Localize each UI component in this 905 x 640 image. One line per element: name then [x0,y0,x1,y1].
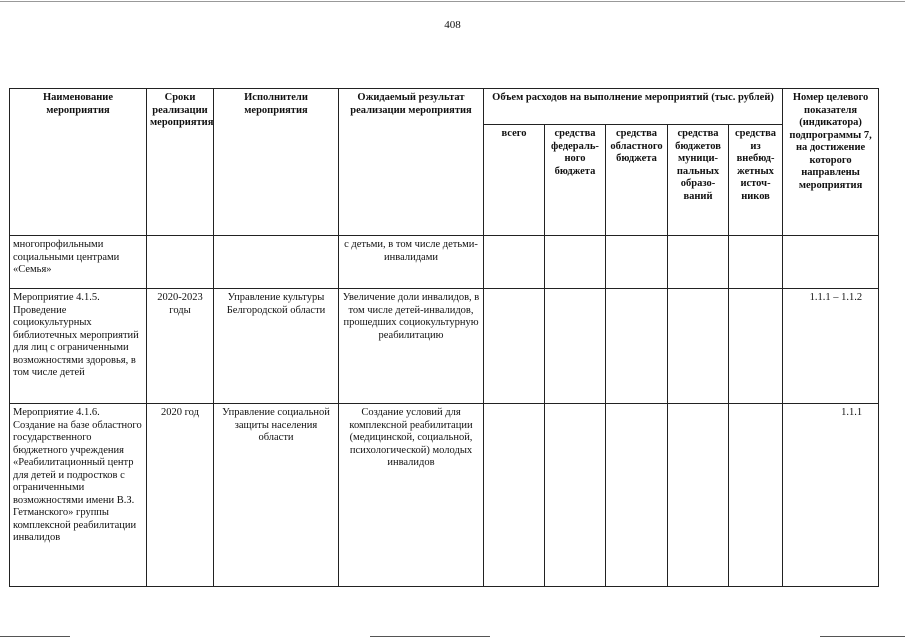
scan-edge-bottom-left [0,636,70,637]
header-executors: Исполнители мероприятия [214,89,339,236]
header-federal: средства федераль-ного бюджета [545,125,606,236]
cell-result: с детьми, в том числе детьми-инвалидами [339,236,484,289]
cell-name: Мероприятие 4.1.6. Создание на базе областного государственного бюджетного учреждения «Реабилитационный центр для детей и подростков с ограниченными возможностями имени В.З. Гетманского» группы комплексной реабилитации инвалидов [10,404,147,587]
header-result: Ожидаемый результат реализации мероприятия [339,89,484,236]
cell-result: Создание условий для комплексной реабилитации (медицинской, социальной, психологической) молодых инвалидов [339,404,484,587]
activities-table-frame [9,88,878,595]
cell-name: многопрофильными социальными центрами «Семья» [10,236,147,289]
cell-executors: Управление социальной защиты населения области [214,404,339,587]
cell-municipal [668,236,729,289]
table-row [10,236,879,289]
header-regional: средства областного бюджета [606,125,668,236]
cell-federal [545,236,606,289]
page-number: 408 [444,19,461,31]
cell-extra [729,236,783,289]
cell-indicator: 1.1.1 [783,404,879,587]
cell-result: Увеличение доли инвалидов, в том числе детей-инвалидов, прошедших социокультурную реабилитацию [339,289,484,404]
header-extra: средства из внебюд-жетных источ-ников [729,125,783,236]
cell-federal [545,289,606,404]
header-municipal: средства бюджетов муници-пальных образо-ваний [668,125,729,236]
scan-edge-top [0,1,905,2]
cell-executors [214,236,339,289]
cell-extra [729,289,783,404]
cell-period [147,236,214,289]
header-total: всего [484,125,545,236]
header-expenses-group: Объем расходов на выполнение мероприятий (тыс. рублей) [484,89,783,125]
header-name: Наименование мероприятия [10,89,147,236]
cell-federal [545,404,606,587]
cell-period: 2020-2023 годы [147,289,214,404]
cell-total [484,289,545,404]
scan-edge-bottom-mid [370,636,490,637]
header-period: Сроки реализации мероприятия [147,89,214,236]
scan-edge-bottom-right [820,636,905,637]
cell-period: 2020 год [147,404,214,587]
cell-extra [729,404,783,587]
cell-regional [606,404,668,587]
cell-total [484,404,545,587]
cell-municipal [668,289,729,404]
cell-regional [606,236,668,289]
cell-total [484,236,545,289]
header-indicator: Номер целевого показателя (индикатора) подпрограммы 7, на достижение которого направлены мероприятия [783,89,879,236]
cell-name: Мероприятие 4.1.5. Проведение социокультурных библиотечных мероприятий для лиц с ограниченными возможностями здоровья, в том числе детей [10,289,147,404]
activities-table [9,88,879,587]
cell-indicator: 1.1.1 – 1.1.2 [783,289,879,404]
cell-indicator [783,236,879,289]
cell-municipal [668,404,729,587]
cell-regional [606,289,668,404]
cell-executors: Управление культуры Белгородской области [214,289,339,404]
table-row [10,289,879,404]
table-row [10,404,879,587]
